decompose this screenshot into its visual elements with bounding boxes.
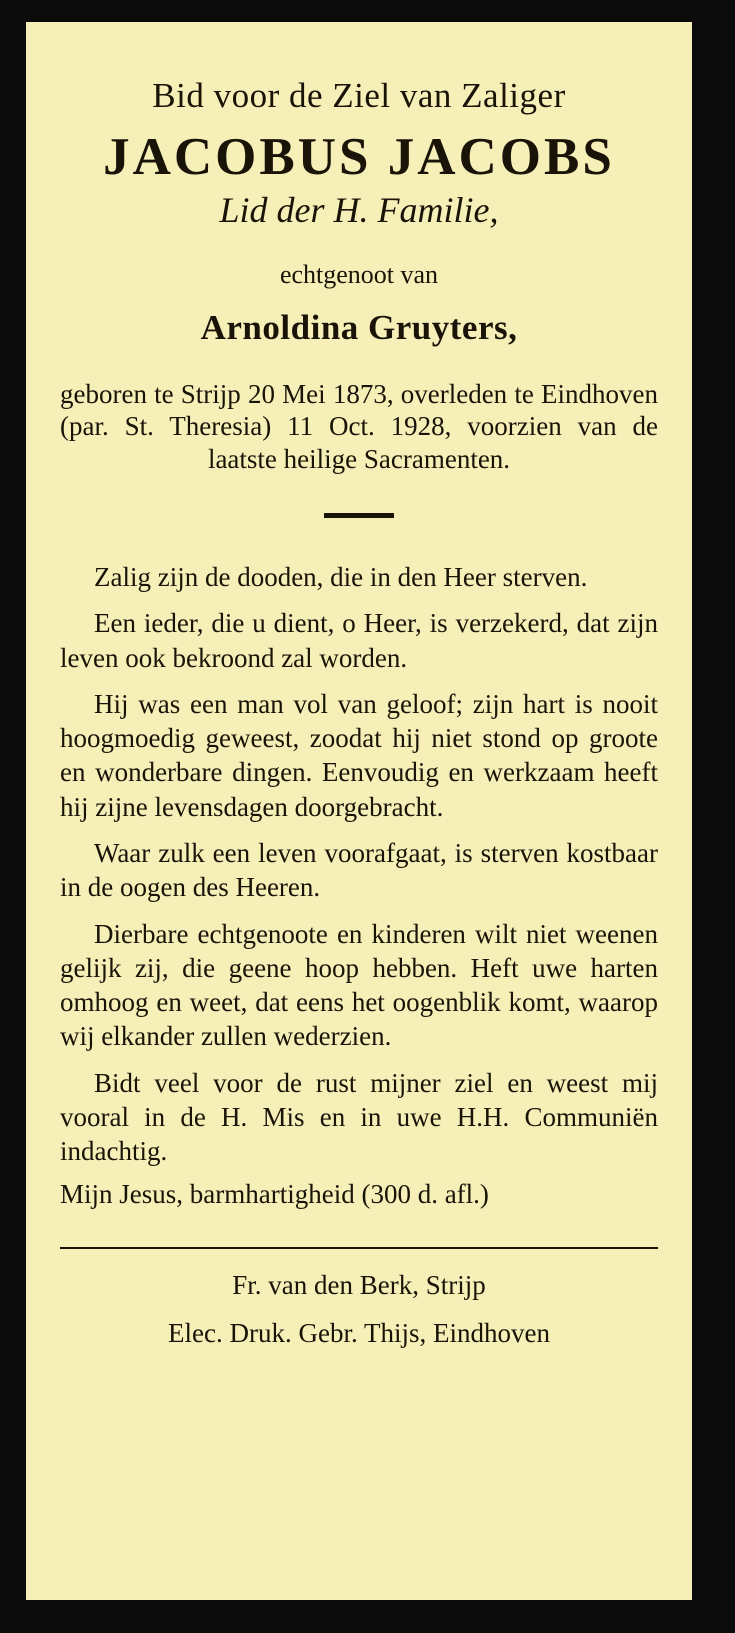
printer-line-1: Fr. van den Berk, Strijp (232, 1269, 486, 1300)
stanza-3: Hij was een man vol van geloof; zijn hart is nooit hoogmoedig geweest, zoodat hij niet stond op groote en wonderbare dingen. Eenvoudig en werkzaam heeft hij zijne levensdagen doorgebracht. (60, 688, 658, 822)
deceased-name: JACOBUS JACOBS (103, 127, 615, 186)
spouse-name: Arnoldina Gruyters, (200, 308, 518, 348)
stanza-5: Dierbare echtgenoote en kinderen wilt niet weenen gelijk zij, die geene hoop hebben. Heft uwe harten omhoog en weet, dat eens het oogenblik komt, waarop wij elkander zullen wederzien. (60, 918, 658, 1052)
spouse-intro: echtgenoot van (279, 259, 439, 289)
memorial-card (26, 22, 692, 1600)
footer-divider (60, 1247, 658, 1249)
stanza-4: Waar zulk een leven voorafgaat, is sterven kostbaar in de oogen des Heeren. (60, 837, 658, 903)
membership-line: Lid der H. Familie, (219, 190, 499, 231)
closing-prayer: Mijn Jesus, barmhartigheid (300 d. afl.) (60, 1178, 489, 1209)
biography: geboren te Strijp 20 Mei 1873, overleden te Eindhoven (par. St. Theresia) 11 Oct. 1928, voorzien van de laatste heilige Sacramenten. (60, 378, 658, 474)
prayer-heading: Bid voor de Ziel van Zaliger (152, 76, 566, 115)
printer-line-2: Elec. Druk. Gebr. Thijs, Eindhoven (168, 1318, 550, 1349)
stanza-2: Een ieder, die u dient, o Heer, is verzekerd, dat zijn leven ook bekroond zal worden. (60, 608, 658, 673)
stanza-1: Zalig zijn de dooden, die in den Heer sterven. (94, 562, 588, 592)
short-divider (324, 513, 394, 518)
stanza-6: Bidt veel voor de rust mijner ziel en weest mij vooral in de H. Mis en in uwe H.H. Communiën indachtig. (60, 1067, 658, 1167)
